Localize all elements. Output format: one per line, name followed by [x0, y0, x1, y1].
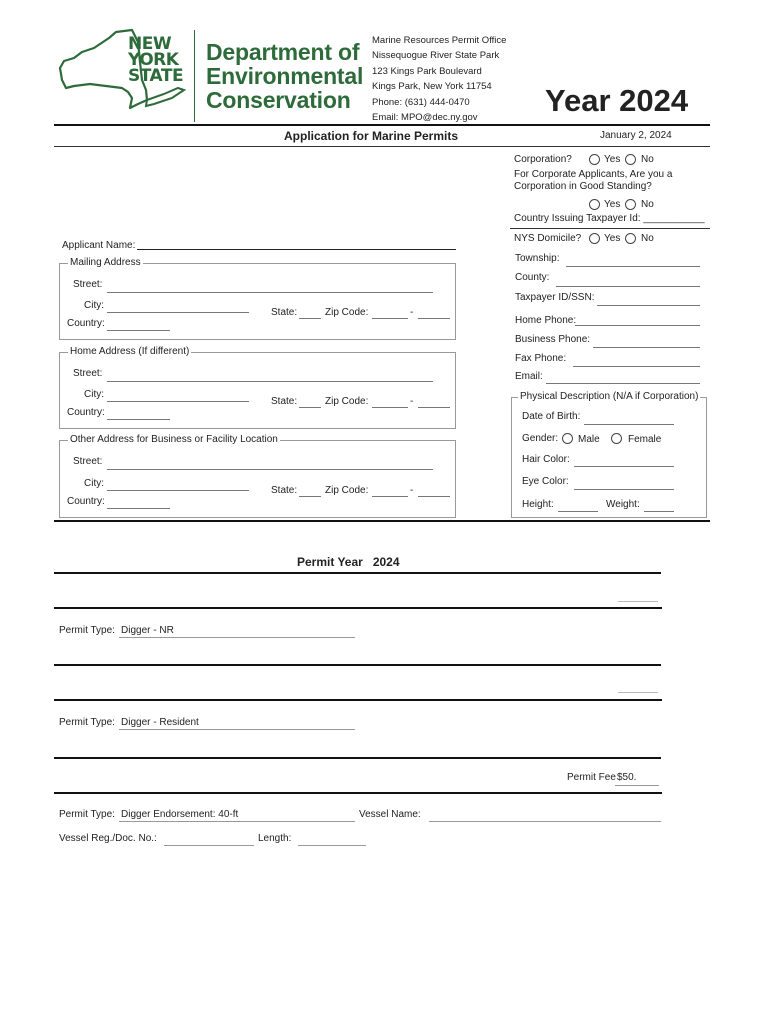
permit-rule: [54, 664, 661, 666]
home-city-field[interactable]: [107, 401, 249, 402]
street-label: Street:: [73, 279, 103, 290]
form-title: Application for Marine Permits: [284, 129, 459, 143]
mailing-address-box: [59, 263, 456, 340]
permit-type-label: Permit Type:: [59, 809, 115, 820]
good-standing-question-2: Corporation in Good Standing?: [514, 181, 652, 192]
home-country-field[interactable]: [107, 419, 170, 420]
country-taxpayer-label: Country Issuing Taxpayer Id: ___________: [514, 213, 705, 224]
zip-dash: -: [410, 307, 414, 318]
yes-label: Yes: [604, 233, 621, 244]
gender-male-radio[interactable]: [562, 433, 573, 444]
year-title: Year 2024: [545, 83, 689, 118]
permit-type-3-field[interactable]: [119, 821, 355, 822]
permit-fee-field[interactable]: [615, 785, 659, 786]
country-label: Country:: [67, 496, 105, 507]
permit-rule: [54, 572, 661, 574]
state-label: State:: [271, 396, 298, 407]
other-city-field[interactable]: [107, 490, 249, 491]
country-label: Country:: [67, 407, 105, 418]
zip-label: Zip Code:: [325, 485, 369, 496]
hair-color-label: Hair Color:: [522, 454, 570, 465]
gender-female-radio[interactable]: [611, 433, 622, 444]
state-label: State:: [271, 307, 298, 318]
corporation-question: Corporation?: [514, 154, 572, 165]
permit-2-fee-field[interactable]: [618, 692, 658, 693]
form-date: January 2, 2024: [600, 130, 672, 141]
mailing-country-field[interactable]: [107, 330, 170, 331]
permit-type-2-value: Digger - Resident: [121, 717, 199, 728]
fax-phone-field[interactable]: [573, 366, 700, 367]
other-street-field[interactable]: [107, 469, 433, 470]
dec-wordmark: [206, 40, 363, 112]
permit-rule: [54, 792, 662, 794]
weight-label: Weight:: [606, 499, 640, 510]
ny-state-wordmark: [128, 36, 183, 84]
business-phone-label: Business Phone:: [515, 334, 591, 345]
permit-rule: [54, 757, 661, 759]
gender-label: Gender:: [522, 433, 559, 444]
mailing-city-field[interactable]: [107, 312, 249, 313]
ny-word-2: YORK: [128, 50, 179, 70]
corporate-rule: [510, 228, 710, 229]
weight-field[interactable]: [644, 511, 674, 512]
permit-type-3-value: Digger Endorsement: 40-ft: [121, 809, 239, 820]
mailing-state-field[interactable]: [299, 318, 321, 319]
female-label: Female: [628, 434, 662, 445]
permit-type-label: Permit Type:: [59, 717, 115, 728]
vessel-reg-label: Vessel Reg./Doc. No.:: [59, 833, 157, 844]
mailing-zip-field[interactable]: [372, 318, 408, 319]
height-field[interactable]: [558, 511, 598, 512]
home-phone-field[interactable]: [575, 325, 700, 326]
zip-dash: -: [410, 396, 414, 407]
township-field[interactable]: [566, 266, 700, 267]
vessel-name-field[interactable]: [429, 821, 661, 822]
county-label: County:: [515, 272, 550, 283]
dec-line-2: Environmental: [206, 63, 364, 89]
city-label: City:: [84, 300, 104, 311]
city-label: City:: [84, 389, 104, 400]
office-line: Phone: (631) 444-0470: [372, 96, 470, 108]
applicant-name-field[interactable]: [137, 249, 456, 250]
permit-rule: [54, 699, 662, 701]
other-address-box: [59, 440, 456, 518]
logo-divider: [194, 30, 195, 122]
office-line: 123 Kings Park Boulevard: [372, 65, 482, 77]
permit-fee-label: Permit Fee: [567, 772, 616, 783]
country-label: Country:: [67, 318, 105, 329]
permit-year-title: Permit Year 2024: [297, 555, 400, 569]
home-phone-label: Home Phone:: [515, 315, 577, 326]
office-line: Email: MPO@dec.ny.gov: [372, 112, 478, 124]
other-zip-field[interactable]: [372, 496, 408, 497]
township-label: Township:: [515, 253, 560, 264]
no-label: No: [641, 233, 654, 244]
street-label: Street:: [73, 456, 103, 467]
zip-label: Zip Code:: [325, 396, 369, 407]
permit-1-fee-field[interactable]: [618, 601, 658, 602]
dob-label: Date of Birth:: [522, 411, 581, 422]
permit-type-1-value: Digger - NR: [121, 625, 174, 636]
permit-fee-value: $50.: [617, 772, 637, 783]
permit-type-label: Permit Type:: [59, 625, 115, 636]
vessel-name-label: Vessel Name:: [359, 809, 421, 820]
dec-line-1: Department of: [206, 39, 360, 65]
email-label: Email:: [515, 371, 543, 382]
business-phone-field[interactable]: [593, 347, 700, 348]
zip-dash: -: [410, 485, 414, 496]
dec-line-3: Conservation: [206, 87, 351, 113]
good-standing-question: For Corporate Applicants, Are you a: [514, 169, 673, 180]
no-label: No: [641, 199, 654, 210]
zip-label: Zip Code:: [325, 307, 369, 318]
length-field[interactable]: [298, 845, 366, 846]
hair-color-field[interactable]: [574, 466, 674, 467]
corporation-yes-radio[interactable]: [589, 154, 600, 165]
state-label: State:: [271, 485, 298, 496]
domicile-yes-radio[interactable]: [589, 233, 600, 244]
office-address: [372, 33, 506, 125]
ny-word-1: NEW: [128, 34, 172, 54]
header-rule: [54, 124, 710, 126]
permit-rule: [54, 607, 662, 609]
home-state-field[interactable]: [299, 407, 321, 408]
mailing-street-field[interactable]: [107, 292, 433, 293]
good-standing-yes-radio[interactable]: [589, 199, 600, 210]
other-country-field[interactable]: [107, 508, 170, 509]
home-zip-field[interactable]: [372, 407, 408, 408]
street-label: Street:: [73, 368, 103, 379]
taxpayer-label: Taxpayer ID/SSN:: [515, 292, 595, 303]
taxpayer-field[interactable]: [597, 305, 700, 306]
vessel-reg-field[interactable]: [164, 845, 254, 846]
other-state-field[interactable]: [299, 496, 321, 497]
email-field[interactable]: [546, 383, 700, 384]
fax-phone-label: Fax Phone:: [515, 353, 567, 364]
home-zip-ext-field[interactable]: [418, 407, 450, 408]
permit-type-2-field[interactable]: [119, 729, 355, 730]
county-field[interactable]: [556, 286, 700, 287]
home-address-legend: Home Address (If different): [70, 346, 190, 357]
yes-label: Yes: [604, 199, 621, 210]
other-address-legend: Other Address for Business or Facility Location: [70, 434, 278, 445]
domicile-no-radio[interactable]: [625, 233, 636, 244]
length-label: Length:: [258, 833, 292, 844]
good-standing-no-radio[interactable]: [625, 199, 636, 210]
other-zip-ext-field[interactable]: [418, 496, 450, 497]
male-label: Male: [578, 434, 600, 445]
no-label: No: [641, 154, 654, 165]
ny-word-3: STATE: [128, 66, 184, 86]
eye-color-label: Eye Color:: [522, 476, 569, 487]
permit-type-1-field[interactable]: [119, 637, 355, 638]
city-label: City:: [84, 478, 104, 489]
mailing-address-legend: Mailing Address: [70, 257, 141, 268]
height-label: Height:: [522, 499, 554, 510]
title-rule: [54, 146, 710, 147]
home-street-field[interactable]: [107, 381, 433, 382]
eye-color-field[interactable]: [574, 489, 674, 490]
dob-field[interactable]: [584, 424, 674, 425]
physical-description-legend: Physical Description (N/A if Corporation): [520, 391, 699, 402]
home-address-box: [59, 352, 456, 429]
nys-domicile-question: NYS Domicile?: [514, 233, 582, 244]
applicant-section-rule: [54, 520, 710, 522]
corporation-no-radio[interactable]: [625, 154, 636, 165]
office-line: Kings Park, New York 11754: [372, 81, 492, 93]
yes-label: Yes: [604, 154, 621, 165]
office-line: Nissequogue River State Park: [372, 50, 500, 62]
office-line: Marine Resources Permit Office: [372, 35, 507, 46]
mailing-zip-ext-field[interactable]: [418, 318, 450, 319]
applicant-name-label: Applicant Name:: [62, 240, 136, 251]
